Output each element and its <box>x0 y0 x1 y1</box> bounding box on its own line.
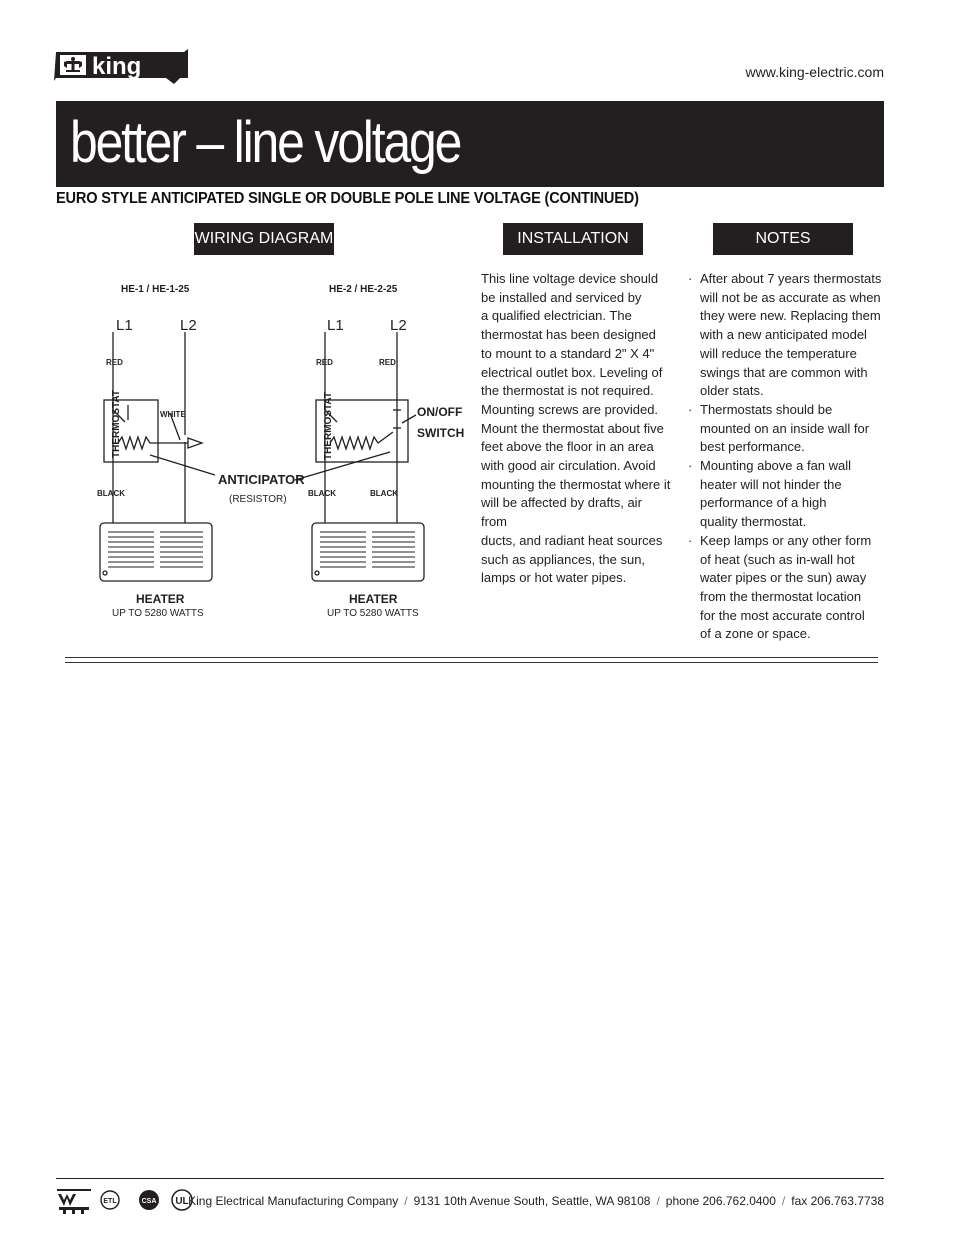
note-line: After about 7 years thermostats <box>700 271 882 286</box>
left-watts-label: UP TO 5280 WATTS <box>112 608 204 619</box>
note-line: they were new. Replacing them <box>700 308 881 324</box>
footer-phone: phone 206.762.0400 <box>665 1194 776 1208</box>
note-item <box>688 532 884 644</box>
footer-separator: / <box>404 1194 408 1208</box>
wiring-diagram <box>90 270 470 630</box>
notes-list <box>688 270 884 644</box>
right-black-label-2: BLACK <box>370 489 398 498</box>
installation-line: be installed and serviced by <box>481 289 642 305</box>
section-divider-bottom <box>65 662 878 663</box>
csa-icon <box>139 1190 159 1210</box>
installation-line: the thermostat is not required. <box>481 383 654 399</box>
installation-line: lamps or hot water pipes. <box>481 570 627 586</box>
installation-line: Mounting screws are provided. <box>481 401 659 417</box>
left-heater-label: HEATER <box>136 592 185 606</box>
etl-listed-icon <box>101 1191 119 1209</box>
note-line: mounted on an inside wall for <box>700 420 870 436</box>
note-line: Mounting above a fan wall <box>700 458 852 474</box>
installation-line: Mount the thermostat about five <box>481 420 664 436</box>
left-white-label: WHITE <box>160 410 186 419</box>
manufacturer-mark-icon <box>57 1189 91 1214</box>
left-resistor-label: (RESISTOR) <box>229 494 287 505</box>
note-bullet: · <box>688 271 693 286</box>
notes-header: NOTES <box>713 223 853 255</box>
right-switch-label-1: ON/OFF <box>417 405 463 419</box>
wiring-diagram-header: WIRING DIAGRAM <box>194 223 334 255</box>
note-line: best performance. <box>700 439 805 455</box>
right-thermostat-label: THERMOSTAT <box>323 392 334 460</box>
note-line: older stats. <box>700 383 764 399</box>
note-line: water pipes or the sun) away <box>700 570 867 586</box>
right-l2-label: L2 <box>390 317 407 334</box>
left-l1-label: L1 <box>116 317 133 334</box>
left-anticipator-label: ANTICIPATOR <box>218 472 305 487</box>
note-line: swings that are common with <box>700 364 868 380</box>
section-divider-top <box>65 657 878 658</box>
left-red-label: RED <box>106 358 123 367</box>
right-red-label-1: RED <box>316 358 333 367</box>
footer-address: 9131 10th Avenue South, Seattle, WA 98108 <box>413 1194 651 1208</box>
note-bullet: · <box>688 532 693 548</box>
footer-divider <box>56 1178 884 1179</box>
right-watts-label: UP TO 5280 WATTS <box>327 608 419 619</box>
installation-line: with good air circulation. Avoid <box>481 458 656 474</box>
note-line: Thermostats should be <box>700 401 833 417</box>
note-bullet: · <box>688 401 693 417</box>
note-item <box>688 401 884 457</box>
footer-fax: fax 206.763.7738 <box>791 1194 884 1208</box>
installation-header: INSTALLATION <box>503 223 643 255</box>
footer-company: King Electrical Manufacturing Company <box>188 1194 399 1208</box>
website-link[interactable]: www.king-electric.com <box>745 64 884 80</box>
note-line: heater will not hinder the <box>700 476 842 492</box>
footer-separator: / <box>781 1194 786 1208</box>
installation-line: feet above the floor in an area <box>481 439 654 455</box>
certification-logos <box>55 1186 195 1216</box>
brand-wordmark: king <box>92 53 142 80</box>
king-logo <box>54 48 188 85</box>
note-line: quality thermostat. <box>700 514 807 530</box>
left-thermostat-label: THERMOSTAT <box>111 390 122 458</box>
left-black-label: BLACK <box>97 489 125 498</box>
note-line: will reduce the temperature <box>700 345 857 361</box>
right-red-label-2: RED <box>379 358 396 367</box>
note-line: for the most accurate control <box>700 607 865 623</box>
right-model-label: HE-2 / HE-2-25 <box>329 284 398 295</box>
installation-line: to mount to a standard 2" X 4" <box>481 345 655 361</box>
page-title: better – line voltage <box>70 110 461 175</box>
right-l1-label: L1 <box>327 317 344 334</box>
left-l2-label: L2 <box>180 317 197 334</box>
left-model-label: HE-1 / HE-1-25 <box>121 284 190 295</box>
installation-line: ducts, and radiant heat sources <box>481 532 663 548</box>
right-switch-label-2: SWITCH <box>417 426 465 440</box>
note-line: will not be as accurate as when <box>700 289 881 305</box>
footer-contact <box>188 1194 884 1208</box>
note-bullet: · <box>688 458 693 474</box>
svg-text:ETL: ETL <box>103 1198 117 1205</box>
installation-line: electrical outlet box. Leveling of <box>481 364 663 380</box>
note-line: from the thermostat location <box>700 588 862 604</box>
note-line: performance of a high <box>700 495 827 511</box>
installation-text <box>481 270 671 588</box>
note-line: of a zone or space. <box>700 626 811 642</box>
note-item <box>688 270 884 401</box>
note-line: Keep lamps or any other form <box>700 532 872 548</box>
note-line: of heat (such as in-wall hot <box>700 551 855 567</box>
right-black-label-1: BLACK <box>308 489 336 498</box>
installation-line: This line voltage device should <box>481 271 659 286</box>
installation-line: such as appliances, the sun, <box>481 551 646 567</box>
right-heater-label: HEATER <box>349 592 398 606</box>
note-line: with a new anticipated model <box>700 327 867 343</box>
svg-text:UL: UL <box>175 1196 189 1207</box>
installation-line: mounting the thermostat where it <box>481 476 671 492</box>
installation-line: a qualified electrician. The <box>481 308 632 324</box>
installation-line: will be affected by drafts, air from <box>481 495 642 530</box>
svg-text:CSA: CSA <box>141 1198 157 1205</box>
section-subtitle: EURO STYLE ANTICIPATED SINGLE OR DOUBLE POLE LINE VOLTAGE (CONTINUED) <box>56 190 639 207</box>
footer-separator: / <box>656 1194 660 1208</box>
title-banner <box>56 101 884 187</box>
note-item <box>688 457 884 532</box>
installation-line: thermostat has been designed <box>481 327 656 343</box>
